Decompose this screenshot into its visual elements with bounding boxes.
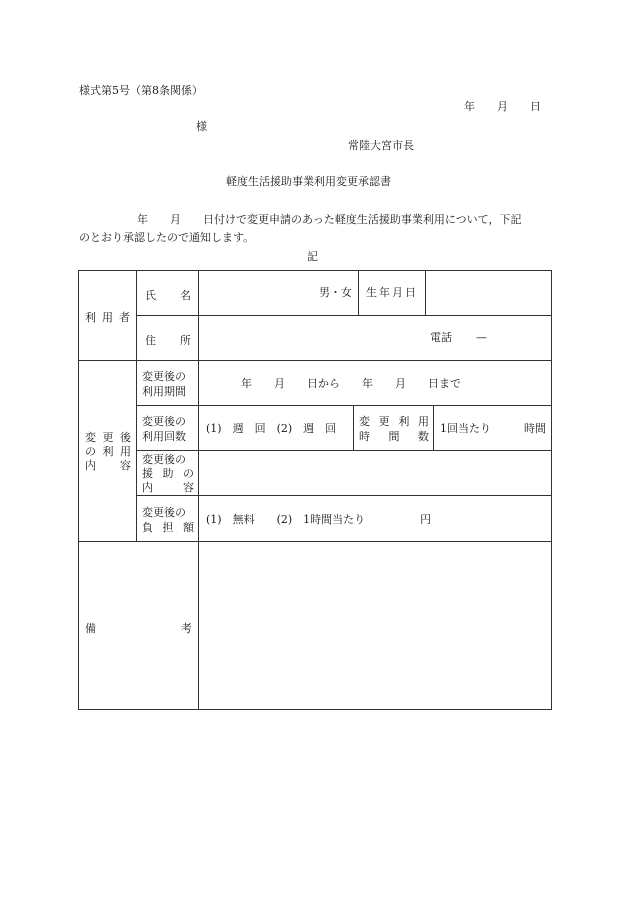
date-field: 年 月 日 (464, 100, 541, 113)
body-line-1: 年 月 日付けで変更申請のあった軽度生活援助事業利用について，下記 (137, 213, 522, 226)
table-divider (198, 271, 199, 709)
name-label: 氏 名 (145, 289, 191, 302)
count-value: (1) 週 回 (2) 週 回 (206, 422, 337, 435)
body-line-2: のとおり承認したので通知します。 (79, 231, 255, 244)
address-field[interactable] (200, 317, 550, 359)
remarks-field[interactable] (200, 543, 550, 707)
period-label-line: 利用期間 (142, 385, 186, 398)
burden-label: 変更後の 負 担 額 (142, 506, 194, 534)
time-label: 変 更 利 用 時 間 数 (359, 415, 429, 443)
table-divider (358, 271, 359, 316)
table-divider (136, 405, 551, 406)
table-divider (136, 271, 137, 541)
table-divider (425, 271, 426, 316)
document-title: 軽度生活援助事業利用変更承認書 (226, 175, 391, 188)
addressee-suffix: 様 (196, 120, 207, 133)
form-number: 様式第5号（第8条関係） (79, 84, 203, 97)
count-label-line: 利用回数 (142, 430, 186, 443)
form-table (78, 270, 552, 710)
birthdate-label: 生年月日 (366, 286, 418, 299)
gender-options: 男・女 (319, 286, 352, 299)
burden-value: (1) 無料 (2) 1時間当たり 円 (206, 513, 432, 526)
phone-label: 電話 (430, 331, 452, 344)
period-label-line: 変更後の (142, 370, 186, 383)
phone-dash: — (476, 331, 487, 344)
user-group-char: 利 (85, 311, 96, 324)
time-value: 1回当たり 時間 (440, 422, 546, 435)
table-divider (433, 406, 434, 451)
user-group-char: 者 (119, 311, 130, 324)
content-label-line: 変更後の (142, 453, 186, 466)
content-field[interactable] (200, 452, 550, 494)
content-label: 変更後の 援 助 の 内 容 (142, 453, 194, 494)
count-label-line: 変更後の (142, 415, 186, 428)
user-group-char: 用 (102, 311, 113, 324)
ki-marker: 記 (307, 250, 318, 263)
remarks-label: 備 考 (85, 622, 192, 635)
table-divider (353, 406, 354, 451)
period-value: 年 月 日から 年 月 日まで (241, 377, 461, 390)
table-divider (136, 315, 551, 316)
table-divider (136, 495, 551, 496)
period-label (142, 369, 194, 399)
user-group-label (85, 309, 130, 325)
issuer-name: 常陸大宮市長 (348, 139, 414, 152)
table-divider (136, 450, 551, 451)
table-divider (79, 541, 551, 542)
address-label: 住 所 (145, 334, 191, 347)
count-label (142, 414, 194, 444)
burden-label-line: 変更後の (142, 506, 186, 519)
table-divider (79, 360, 551, 361)
change-group-label: 変 更 後 の 利 用 内 容 (85, 431, 131, 472)
birthdate-field[interactable] (427, 272, 550, 314)
